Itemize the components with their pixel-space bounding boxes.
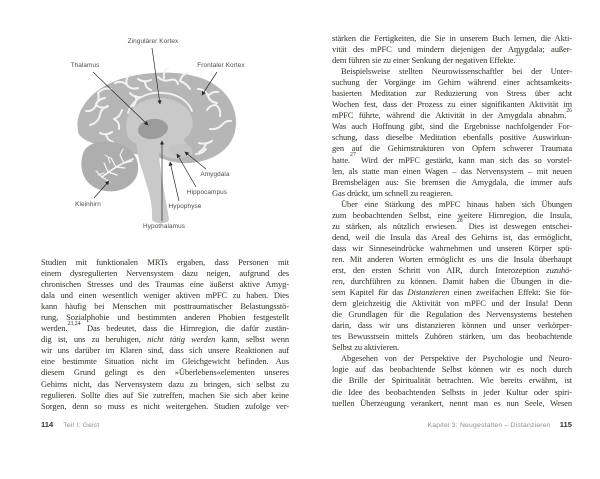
- brain-diagram: [40, 33, 290, 255]
- text-line: Was auch Hoffnung gibt, sind die Ergebnisse nachfolgender For-: [332, 121, 572, 132]
- right-page-footer: [428, 420, 572, 429]
- chapter-title: Kapitel 3: Neugestalten – Distanzieren: [427, 422, 551, 429]
- text-line: eine bestimmte Situation nicht im Gleichgewicht befinden. Aus: [41, 356, 289, 367]
- text-line: Wochen fest, dass der Prozess zu einer signifikanten Aktivität im: [332, 99, 572, 110]
- text-line: werden.$^{23,24}$ Das bedeutet, dass die Hirnregion, die dafür zustän-: [41, 320, 289, 334]
- text-line: dem führen sie zu einer Senkung der negativen Effekte.$^{25}$: [332, 52, 522, 66]
- diagram-label-thalamus: Thalamus: [70, 62, 100, 69]
- text-line: zu stärken, als nützlich erwiesen.$^{28}$ Dies ist deswegen entschei-: [332, 218, 572, 231]
- text-line: sem Kapitel für das Distanzieren einen zweifachen Effekt: Sie för-: [332, 287, 572, 298]
- diagram-arrow-hypophyse: [170, 162, 179, 201]
- diagram-label-amygdala: Amygdala: [200, 171, 230, 178]
- text-line: vität des mPFC und mindern diejenigen der Amygdala; außer-: [332, 44, 572, 55]
- text-line: Abgesehen von der Perspektive der Psychologie und Neuro-: [341, 353, 572, 364]
- text-line: tuellen Überzeugung verankert, nennt man es nun Seele, Wesen: [332, 397, 572, 408]
- text-line: dern gleichzeitig die Aktivität von mPFC und der Insula! Denn: [332, 298, 572, 309]
- text-line: Studien mit funktionalen MRTs ergaben, dass Personen mit: [41, 257, 289, 267]
- text-line: regulieren. Sollte dies auf Sie zutreffen, machen Sie sich aber keine: [41, 389, 289, 400]
- text-line: diesem Grund gelingt es den »Überlebens«elementen unseres: [41, 367, 289, 378]
- brain-illustration: [40, 33, 290, 255]
- text-line: wir uns darüber im Klaren sind, dass sich unsere Reaktionen auf: [41, 345, 289, 356]
- text-line: Über eine Stärkung des mPFC hinaus haben sich Übungen: [341, 198, 572, 209]
- text-line: dass wir Sinneseindrücke wahrnehmen und unseren Körper spü-: [332, 242, 572, 253]
- page-number-left: 114: [41, 420, 54, 429]
- text-line: erst, den ersten Schritt von AIR, durch Interozeption zuzuhö-: [332, 264, 572, 275]
- paragraph: [332, 353, 572, 408]
- text-line: logie auf das beobachtende Selbst können wir es noch durch: [332, 364, 572, 375]
- text-line: dend, weil die Insula das Areal des Gehirns ist, das ermöglicht,: [332, 231, 572, 242]
- text-line: Sorgen, denn so muss es nicht weitergehen. Studien zufolge ver-: [41, 400, 289, 411]
- text-line: Gehirns nicht, das Nervensystem dazu zu bringen, sich selbst zu: [41, 378, 289, 389]
- text-line: zum beobachtenden Selbst, eine weitere Hirnregion, die Insula,: [332, 209, 572, 220]
- text-line: rung, Sozialphobie und bestimmten anderen Phobien festgestellt: [41, 312, 289, 323]
- paragraph: [332, 66, 572, 199]
- diagram-label-kleinhirn: Kleinhirn: [75, 201, 101, 208]
- text-line: stärken die Fertigkeiten, die Sie in unserem Buch lernen, die Akti-: [332, 33, 572, 43]
- text-line: ren, durchführen zu können. Damit haben die Übungen in die-: [332, 276, 572, 287]
- diagram-label-zingulaerer-kortex: Zingulärer Kortex: [127, 38, 179, 45]
- left-page-text: [41, 257, 289, 412]
- text-line: darin, dass wir uns distanzieren können und unser verkörper-: [332, 320, 572, 331]
- text-line: suchung der Vorgänge im Gehirn während einer achtsamkeits-: [332, 77, 572, 88]
- text-line: hatte.$^{27}$ Wird der mPFC gestärkt, kann man sich das so vorstel-: [332, 151, 572, 165]
- left-page-footer: [41, 420, 99, 429]
- text-line: einem dysregulierten Nervensystem dazu neigen, aufgrund des: [41, 268, 289, 279]
- text-line: len, als statte man einen Wagen – das Nervensystem – mit neuen: [332, 165, 572, 176]
- text-line: Gas drückt, um schnell zu reagieren.: [332, 187, 453, 198]
- text-line: dala und einen wesentlich weniger aktiven mPFC zu haben. Dies: [41, 290, 289, 301]
- paragraph: [41, 257, 289, 412]
- text-line: die Idee des beobachtenden Selbsts in jeder Kultur oder spiri-: [332, 386, 572, 397]
- text-line: basierten Meditation zur Reduzierung von Stress über acht: [332, 88, 572, 99]
- text-line: mPFC führte, während die Aktivität in der Amygdala abnahm.$^{26}$: [332, 107, 572, 121]
- text-line: chronischen Stresses und des Traumas eine äußerst aktive Amyg-: [41, 279, 289, 290]
- page-number-right: 115: [559, 420, 572, 429]
- text-line: Beispielsweise stellten Neurowissenschaftler bei der Unter-: [341, 66, 572, 77]
- diagram-label-hippocampus: Hippocampus: [186, 189, 228, 196]
- diagram-label-frontaler-kortex: Frontaler Kortex: [197, 62, 245, 69]
- text-line: tes Bewusstsein mittels Zuhören stärken, um das beobachtende: [332, 331, 572, 342]
- text-line: dig ist, uns zu beruhigen, nicht tätig werden kann, selbst wenn: [41, 334, 290, 345]
- text-line: schung, dass dieselbe Meditation ebenfalls positive Auswirkun-: [332, 132, 572, 143]
- paragraph: [332, 199, 572, 354]
- text-line: die Grundlagen für die Regulation des Nervensystems bestehen: [332, 309, 572, 320]
- right-page-text: [332, 33, 572, 409]
- text-line: gen auf die Gehirnstrukturen von Opfern schwerer Traumata: [332, 143, 572, 154]
- diagram-label-hypothalamus: Hypothalamus: [142, 223, 186, 230]
- text-line: ren. Mit anderen Worten ermöglicht es uns die Insula überhaupt: [332, 253, 572, 264]
- text-line: kann häufig bei Menschen mit posttraumatischer Belastungsstö-: [41, 301, 289, 312]
- text-line: Bremsbelägen aus: Sie bremsen die Amygdala, die immer aufs: [332, 176, 572, 187]
- paragraph: [332, 33, 572, 66]
- text-line: die Brille der Spiritualität betrachten. Wie bereits erwähnt, ist: [332, 375, 572, 386]
- section-title: Teil I: Geist: [63, 422, 100, 429]
- text-line: Selbst zu aktivieren.: [332, 342, 400, 353]
- diagram-label-hypophyse: Hypophyse: [168, 203, 202, 210]
